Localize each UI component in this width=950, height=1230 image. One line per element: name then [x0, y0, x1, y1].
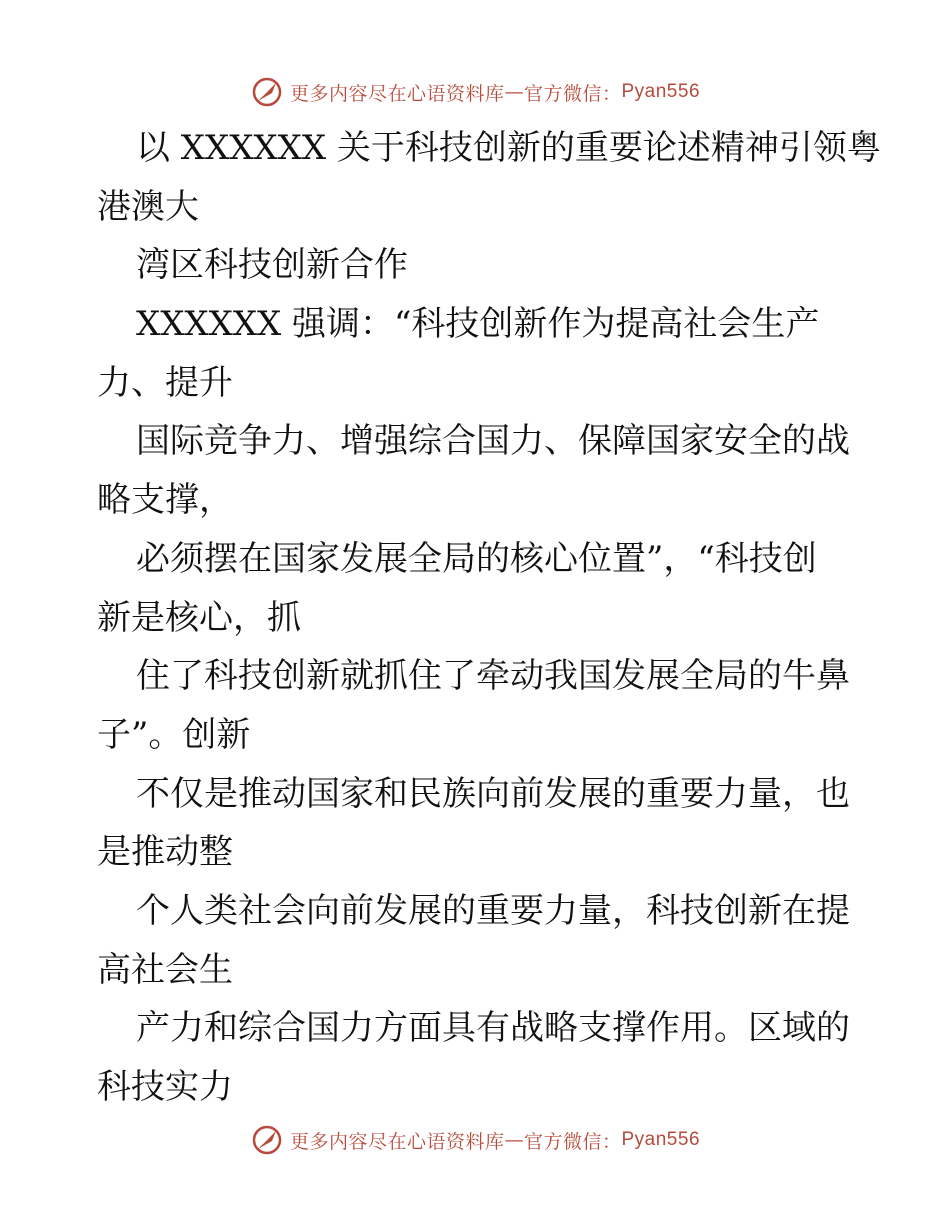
- text-line: 必须摆在国家发展全局的核心位置”，“科技创: [136, 538, 817, 579]
- text-line: 以 XXXXXX 关于科技创新的重要论述精神引领粤: [136, 128, 881, 168]
- banner-text: 更多内容尽在心语资料库: [289, 82, 505, 105]
- text-line: 力、提升: [97, 362, 233, 403]
- quill-circle-logo-icon: [250, 1123, 284, 1157]
- footer-banner: [0, 1120, 950, 1160]
- text-line: 不仅是推动国家和民族向前发展的重要力量，也: [136, 773, 850, 814]
- banner-text: 更多内容尽在心语资料库: [289, 1130, 505, 1153]
- document-body: [97, 119, 881, 1117]
- text-line: 高社会生: [97, 949, 233, 990]
- header-banner: [0, 72, 950, 112]
- text-line: 略支撑，: [97, 480, 233, 521]
- text-line: 湾区科技创新合作: [136, 245, 408, 286]
- text-line: 子”。创新: [97, 714, 251, 755]
- text-line: 住了科技创新就抓住了牵动我国发展全局的牛鼻: [136, 656, 850, 697]
- banner-wechat-id: Pyan556: [621, 1129, 701, 1150]
- banner-wechat-id: Pyan556: [621, 81, 701, 102]
- text-line: 新是核心，抓: [97, 597, 301, 638]
- quill-circle-logo-icon: [250, 75, 284, 109]
- text-line: 个人类社会向前发展的重要力量，科技创新在提: [136, 890, 850, 931]
- text-line: 国际竞争力、增强综合国力、保障国家安全的战: [136, 421, 850, 462]
- banner-wechat-label: 官方微信：: [523, 82, 622, 105]
- text-line: 产力和综合国力方面具有战略支撑作用。区域的: [136, 1008, 850, 1049]
- banner-separator: —: [504, 81, 524, 103]
- text-line: 港澳大: [97, 186, 199, 227]
- text-line: 科技实力: [97, 1067, 233, 1107]
- text-line: XXXXXX 强调：“科技创新作为提高社会生产: [136, 304, 820, 345]
- banner-separator: —: [504, 1129, 524, 1151]
- text-line: 是推动整: [97, 832, 233, 873]
- banner-wechat-label: 官方微信：: [523, 1130, 622, 1153]
